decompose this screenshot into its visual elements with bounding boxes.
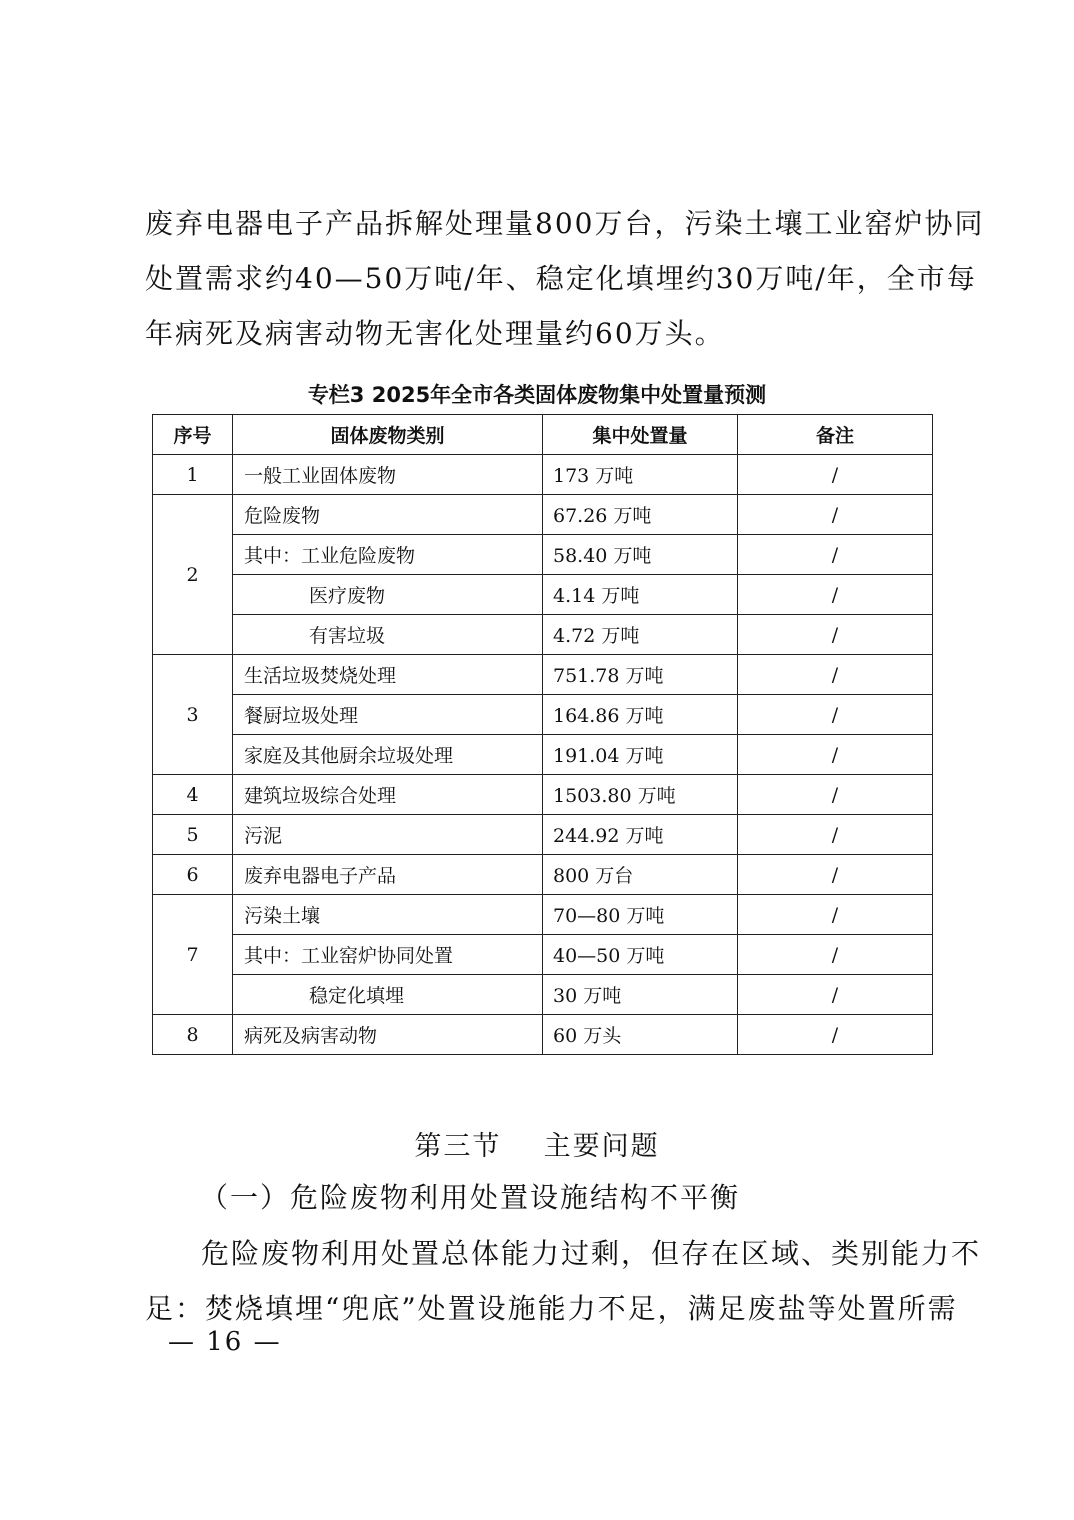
row-amount: 173 万吨	[543, 455, 738, 495]
row-amount: 60 万头	[543, 1015, 738, 1055]
row-no: 7	[153, 895, 233, 1015]
table-row	[153, 815, 933, 855]
row-note: /	[738, 615, 933, 655]
row-note: /	[738, 735, 933, 775]
table-row	[153, 975, 933, 1015]
row-amount: 40—50 万吨	[543, 935, 738, 975]
row-amount: 4.72 万吨	[543, 615, 738, 655]
page-number: — 16 —	[168, 1327, 282, 1357]
intro-line-3: 年病死及病害动物无害化处理量约60万头。	[145, 317, 725, 350]
problem-paragraph	[145, 1226, 982, 1336]
row-category: 医疗废物	[233, 575, 543, 615]
row-note: /	[738, 775, 933, 815]
intro-line-1: 废弃电器电子产品拆解处理量800万台，污染土壤工业窑炉协同	[145, 207, 985, 240]
table-row	[153, 615, 933, 655]
row-no: 4	[153, 775, 233, 815]
row-note: /	[738, 855, 933, 895]
row-amount: 58.40 万吨	[543, 535, 738, 575]
row-category: 家庭及其他厨余垃圾处理	[233, 735, 543, 775]
row-note: /	[738, 1015, 933, 1055]
row-note: /	[738, 935, 933, 975]
row-category: 污泥	[233, 815, 543, 855]
row-note: /	[738, 495, 933, 535]
row-amount: 30 万吨	[543, 975, 738, 1015]
row-amount: 1503.80 万吨	[543, 775, 738, 815]
table-row	[153, 695, 933, 735]
row-amount: 800 万台	[543, 855, 738, 895]
row-category: 污染土壤	[233, 895, 543, 935]
disposal-forecast-table	[152, 414, 933, 1055]
row-note: /	[738, 895, 933, 935]
sub-heading: （一）危险废物利用处置设施结构不平衡	[200, 1181, 741, 1214]
row-category: 危险废物	[233, 495, 543, 535]
row-amount: 244.92 万吨	[543, 815, 738, 855]
table-row	[153, 495, 933, 535]
intro-paragraph	[145, 196, 985, 361]
table-header-row	[153, 415, 933, 455]
table-row	[153, 895, 933, 935]
row-category: 废弃电器电子产品	[233, 855, 543, 895]
row-category: 生活垃圾焚烧处理	[233, 655, 543, 695]
row-no: 1	[153, 455, 233, 495]
row-note: /	[738, 815, 933, 855]
row-category: 有害垃圾	[233, 615, 543, 655]
table-row	[153, 775, 933, 815]
row-no: 8	[153, 1015, 233, 1055]
row-no: 2	[153, 495, 233, 655]
row-amount: 67.26 万吨	[543, 495, 738, 535]
row-category: 稳定化填埋	[233, 975, 543, 1015]
row-category: 一般工业固体废物	[233, 455, 543, 495]
row-note: /	[738, 975, 933, 1015]
row-category: 其中：工业窑炉协同处置	[233, 935, 543, 975]
header-category: 固体废物类别	[233, 415, 543, 455]
header-no: 序号	[153, 415, 233, 455]
table-row	[153, 655, 933, 695]
table-row	[153, 935, 933, 975]
row-category: 其中：工业危险废物	[233, 535, 543, 575]
row-category: 建筑垃圾综合处理	[233, 775, 543, 815]
problem-line-2: 足：焚烧填埋“兜底”处置设施能力不足，满足废盐等处置所需	[145, 1292, 958, 1325]
row-note: /	[738, 575, 933, 615]
row-note: /	[738, 535, 933, 575]
row-no: 3	[153, 655, 233, 775]
row-no: 5	[153, 815, 233, 855]
header-note: 备注	[738, 415, 933, 455]
section-title: 第三节 主要问题	[414, 1131, 660, 1162]
row-note: /	[738, 455, 933, 495]
table-row	[153, 1015, 933, 1055]
row-note: /	[738, 695, 933, 735]
table-caption: 专栏3 2025年全市各类固体废物集中处置量预测	[307, 383, 767, 407]
problem-line-1: 危险废物利用处置总体能力过剩，但存在区域、类别能力不	[201, 1237, 982, 1270]
row-note: /	[738, 655, 933, 695]
row-amount: 4.14 万吨	[543, 575, 738, 615]
table-row	[153, 735, 933, 775]
row-category: 餐厨垃圾处理	[233, 695, 543, 735]
header-amount: 集中处置量	[543, 415, 738, 455]
table-row	[153, 535, 933, 575]
row-amount: 751.78 万吨	[543, 655, 738, 695]
row-no: 6	[153, 855, 233, 895]
row-category: 病死及病害动物	[233, 1015, 543, 1055]
row-amount: 191.04 万吨	[543, 735, 738, 775]
table-row	[153, 855, 933, 895]
table-row	[153, 455, 933, 495]
intro-line-2: 处置需求约40—50万吨/年、稳定化填埋约30万吨/年，全市每	[145, 262, 977, 295]
row-amount: 70—80 万吨	[543, 895, 738, 935]
row-amount: 164.86 万吨	[543, 695, 738, 735]
table-row	[153, 575, 933, 615]
